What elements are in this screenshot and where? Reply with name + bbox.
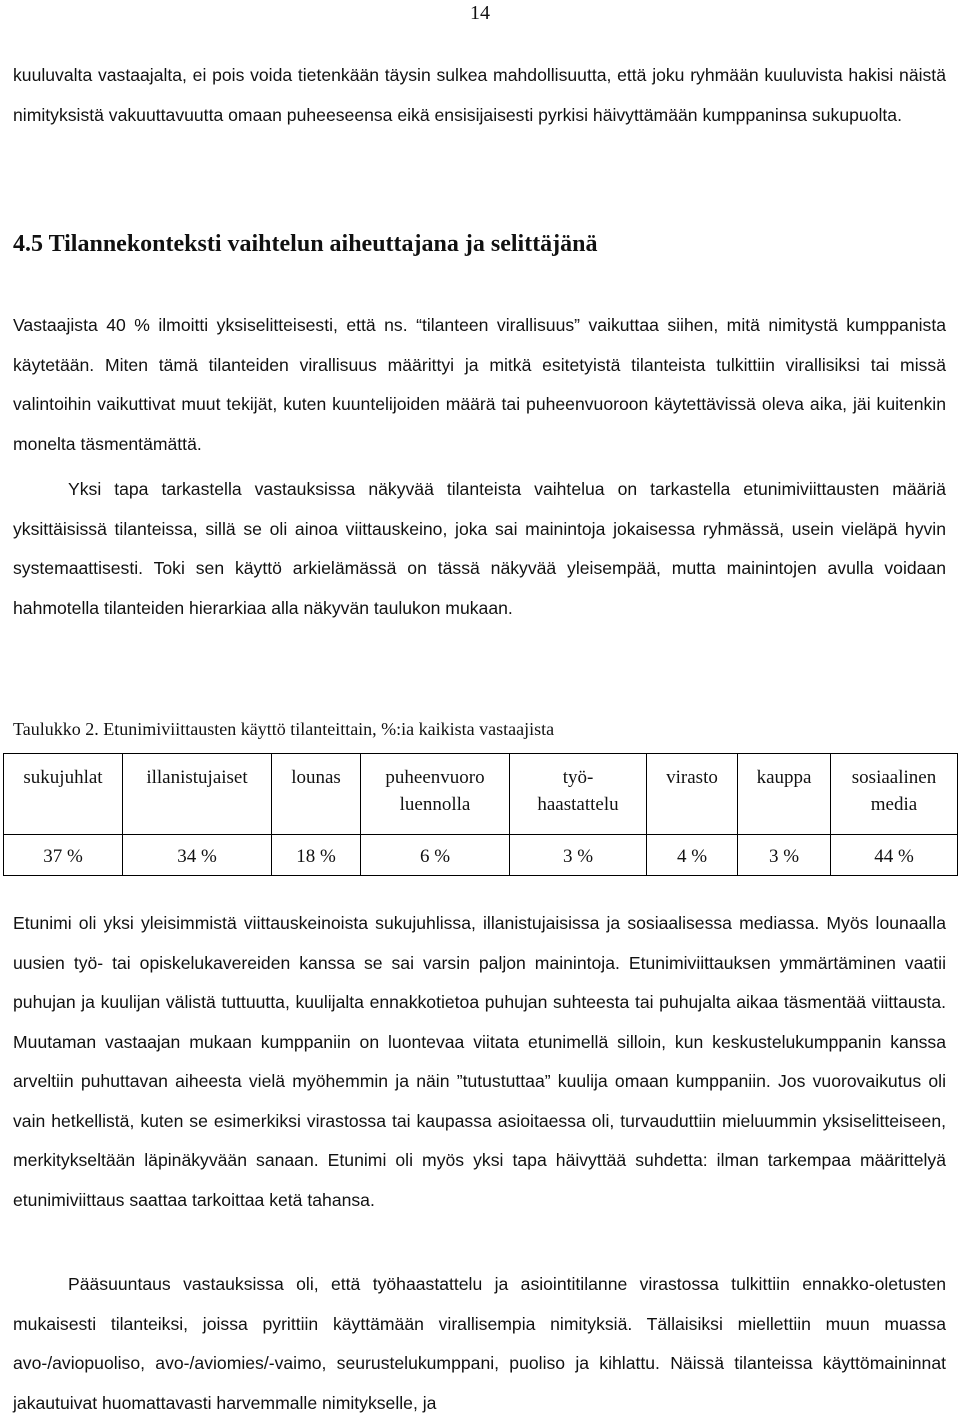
- table-header-cell: kauppa: [738, 754, 831, 835]
- paragraph: Etunimi oli yksi yleisimmistä viittauskeinoista sukujuhlissa, illanistujaisissa ja sosiaalisessa mediassa. Myös lounaalla uusien työ- tai opiskelukavereiden kanssa se sai varsin paljon mainintoja. Etunimiviittauksen ymmärtäminen vaatii puhujan ja kuulijan välistä tuttuutta, kuulijalta ennakkotietoa puhujan suhteesta tai puhujalta aikaa täsmentää viittausta. Muutaman vastaajan mukaan kumppaniin on luontevaa viitata etunimellä silloin, kun keskustelukumppanin kanssa arveltiin puhuttavan aiheesta vielä myöhemmin ja näin ”tutustuttaa” kuulija omaan kumppaniin. Jos vuorovaikutus oli vain hetkellistä, kuten se esimerkiksi virastossa tai kaupassa asioitaessa oli, turvauduttiin mieluummin yksiselitteiseen, merkitykseltään läpinäkyvään sanaan. Etunimi oli myös yksi tapa häivyttää suhdetta: ilman tarkempaa määrittelyä etunimiviittaus saattaa tarkoittaa ketä tahansa.: [13, 913, 946, 1210]
- table-header-cell: puheenvuoro luennolla: [361, 754, 510, 835]
- table-header-cell: virasto: [647, 754, 738, 835]
- table-header-cell: sukujuhlat: [4, 754, 123, 835]
- table-cell: 18 %: [272, 835, 361, 876]
- table-header-row: [4, 754, 958, 835]
- table-header-cell: sosiaalinen media: [831, 754, 958, 835]
- paragraph: kuuluvalta vastaajalta, ei pois voida tietenkään täysin sulkea mahdollisuutta, että joku ryhmään kuuluvista hakisi näistä nimityksistä vakuuttavuutta omaan puheeseensa eikä ensisijaisesti pyrkisi häivyttämään kumppaninsa sukupuolta.: [13, 65, 946, 125]
- table-header-cell: lounas: [272, 754, 361, 835]
- table-cell: 6 %: [361, 835, 510, 876]
- page-number: 14: [470, 2, 490, 24]
- table-row: [4, 835, 958, 876]
- table-header-cell: työ- haastattelu: [510, 754, 647, 835]
- table-caption: Taulukko 2. Etunimiviittausten käyttö tilanteittain, %:ia kaikista vastaajista: [13, 719, 555, 739]
- section-heading: 4.5 Tilannekonteksti vaihtelun aiheuttajana ja selittäjänä: [13, 231, 598, 257]
- table-cell: 3 %: [738, 835, 831, 876]
- paragraph: Vastaajista 40 % ilmoitti yksiselitteisesti, että ns. “tilanteen virallisuus” vaikuttaa siihen, mitä nimitystä kumppanista käytetään. Miten tämä tilanteiden virallisuus määrittyi ja mitkä esitetyistä tilanteista tulkittiin virallisiksi tai missä valintoihin vaikuttivat muut tekijät, kuten kuuntelijoiden määrä tai puheenvuoroon käytettävissä oleva aika, jäi kuitenkin monelta täsmentämättä.: [13, 315, 946, 454]
- paragraph: Yksi tapa tarkastella vastauksissa näkyvää tilanteista vaihtelua on tarkastella etunimiviittausten määriä yksittäisissä tilanteissa, sillä se oli ainoa viittauskeino, joka sai mainintoja jokaisessa ryhmässä, usein vieläpä hyvin systemaattisesti. Toki sen käyttö arkielämässä on tässä näkyvää yleisempää, mutta mainintojen avulla voidaan hahmotella tilanteiden hierarkiaa alla näkyvän taulukon mukaan.: [13, 479, 946, 618]
- table-cell: 44 %: [831, 835, 958, 876]
- table-cell: 3 %: [510, 835, 647, 876]
- table-header-cell: illanistujaiset: [123, 754, 272, 835]
- table-cell: 37 %: [4, 835, 123, 876]
- paragraph: Pääsuuntaus vastauksissa oli, että työhaastattelu ja asiointitilanne virastossa tulkittiin ennakko-oletusten mukaisesti tilanteiksi, joissa pyrittiin käyttämään virallisempia nimityksiä. Tällaisiksi miellettiin muun muassa avo-/aviopuoliso, avo-/aviomies/-vaimo, seurustelukumppani, puoliso ja kihlattu. Näissä tilanteissa käyttömaininnat jakautuivat huomattavasti harvemmalle nimitykselle, ja: [13, 1274, 946, 1413]
- table-cell: 4 %: [647, 835, 738, 876]
- data-table: [3, 753, 958, 876]
- table-cell: 34 %: [123, 835, 272, 876]
